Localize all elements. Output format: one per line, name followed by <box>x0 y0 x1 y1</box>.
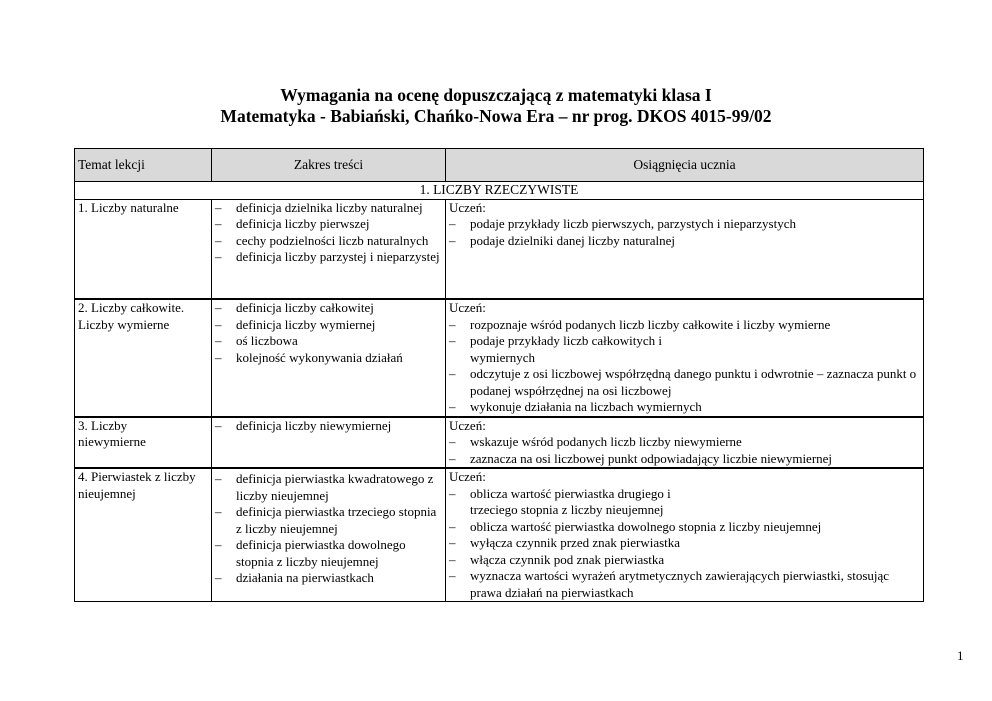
list-item: – odczytuje z osi liczbowej współrzędną danego punktu i odwrotnie – zaznacza punkt o podanej współrzędnej na osi liczbowej <box>449 366 920 399</box>
header-temat: Temat lekcji <box>75 149 212 182</box>
achievements-cell <box>446 417 924 469</box>
scope-list <box>215 300 442 366</box>
list-item: – rozpoznaje wśród podanych liczb liczby całkowite i liczby wymierne <box>449 317 920 334</box>
table-row <box>75 468 924 602</box>
scope-cell <box>212 468 446 602</box>
achievements-list <box>449 434 920 467</box>
list-item: – definicja pierwiastka kwadratowego z liczby nieujemnej <box>215 471 442 504</box>
list-item: – cechy podzielności liczb naturalnych <box>215 233 442 250</box>
list-item: – wyznacza wartości wyrażeń arytmetycznych zawierających pierwiastki, stosując prawa działań na pierwiastkach <box>449 568 920 601</box>
list-item: – wskazuje wśród podanych liczb liczby niewymierne <box>449 434 920 451</box>
achievements-list <box>449 317 920 416</box>
list-item: – oś liczbowa <box>215 333 442 350</box>
list-item: – kolejność wykonywania działań <box>215 350 442 367</box>
topic-cell: 3. Liczby niewymierne <box>75 417 212 469</box>
list-item: – włącza czynnik pod znak pierwiastka <box>449 552 920 569</box>
page-number: 1 <box>957 648 964 663</box>
scope-cell <box>212 299 446 417</box>
achievements-cell <box>446 199 924 299</box>
list-item: – definicja liczby parzystej i nieparzystej <box>215 249 442 266</box>
list-item: – zaznacza na osi liczbowej punkt odpowiadający liczbie niewymiernej <box>449 451 920 468</box>
list-item: – działania na pierwiastkach <box>215 570 442 587</box>
achievements-list <box>449 216 920 249</box>
scope-cell <box>212 417 446 469</box>
achievements-cell <box>446 468 924 602</box>
topic-cell: 2. Liczby całkowite. Liczby wymierne <box>75 299 212 417</box>
uczen-label: Uczeń: <box>449 199 486 215</box>
list-item: – definicja liczby całkowitej <box>215 300 442 317</box>
list-item: – oblicza wartość pierwiastka drugiego i trzeciego stopnia z liczby nieujemnej <box>449 486 920 519</box>
uczen-label: Uczeń: <box>449 469 486 484</box>
list-item: – definicja pierwiastka dowolnego stopnia z liczby nieujemnej <box>215 537 442 570</box>
uczen-label: Uczeń: <box>449 300 486 315</box>
document-subtitle: Matematyka - Babiański, Chańko-Nowa Era – nr prog. DKOS 4015-99/02 <box>220 106 772 126</box>
list-item: – podaje przykłady liczb pierwszych, parzystych i nieparzystych <box>449 216 920 233</box>
list-item: – podaje dzielniki danej liczby naturalnej <box>449 233 920 250</box>
section-row <box>75 182 924 200</box>
achievements-cell <box>446 299 924 417</box>
section-title: 1. LICZBY RZECZYWISTE <box>75 182 924 200</box>
header-row <box>75 149 924 182</box>
topic-cell: 1. Liczby naturalne <box>75 199 212 299</box>
scope-list <box>215 471 442 587</box>
document-title: Wymagania na ocenę dopuszczającą z matematyki klasa I <box>280 85 712 105</box>
achievements-list <box>449 486 920 602</box>
list-item: – definicja dzielnika liczby naturalnej <box>215 200 442 217</box>
list-item: – definicja pierwiastka trzeciego stopnia z liczby nieujemnej <box>215 504 442 537</box>
list-item: – podaje przykłady liczb całkowitych i wymiernych <box>449 333 920 366</box>
list-item: – wykonuje działania na liczbach wymiernych <box>449 399 920 416</box>
list-item: – wyłącza czynnik przed znak pierwiastka <box>449 535 920 552</box>
scope-cell <box>212 199 446 299</box>
scope-list <box>215 418 442 435</box>
uczen-label: Uczeń: <box>449 417 486 433</box>
header-osiagniecia: Osiągnięcia ucznia <box>446 149 924 182</box>
list-item: – definicja liczby pierwszej <box>215 216 442 233</box>
scope-list <box>215 200 442 266</box>
table-row <box>75 299 924 417</box>
table-row <box>75 417 924 469</box>
requirements-table <box>74 148 924 602</box>
table-row <box>75 199 924 299</box>
list-item: – definicja liczby niewymiernej <box>215 418 442 435</box>
topic-cell: 4. Pierwiastek z liczby nieujemnej <box>75 468 212 602</box>
header-zakres: Zakres treści <box>212 149 446 182</box>
list-item: – oblicza wartość pierwiastka dowolnego stopnia z liczby nieujemnej <box>449 519 920 536</box>
list-item: – definicja liczby wymiernej <box>215 317 442 334</box>
